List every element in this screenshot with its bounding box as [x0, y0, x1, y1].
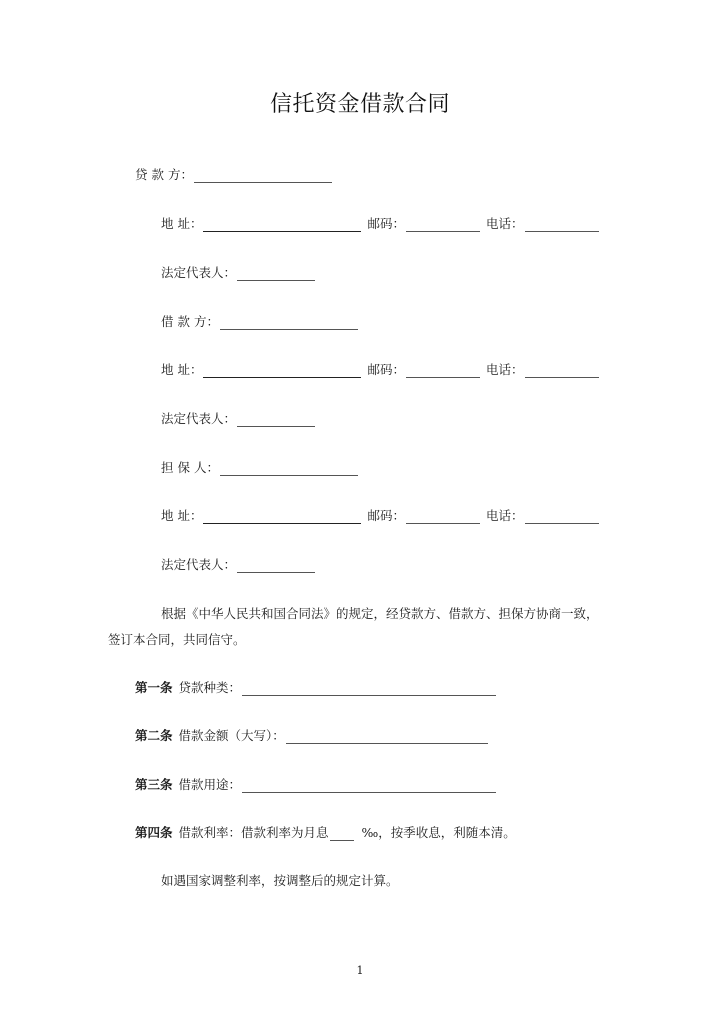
lender-name-field[interactable]	[194, 170, 332, 183]
lender-address-row	[161, 216, 599, 232]
lender-zip-label: 邮码：	[367, 216, 405, 231]
guarantor-zip-label: 邮码：	[367, 508, 405, 523]
lender-rep-field[interactable]	[237, 268, 315, 281]
guarantor-label: 担 保 人：	[161, 460, 219, 475]
article-3-text: 借款用途：	[178, 777, 242, 792]
article-3	[135, 777, 496, 793]
lender-address-field[interactable]	[203, 219, 361, 232]
guarantor-zip-field[interactable]	[406, 511, 480, 524]
article-4-number: 第四条	[135, 825, 173, 840]
article-2-text: 借款金额（大写）：	[178, 728, 285, 743]
borrower-phone-label: 电话：	[486, 362, 524, 377]
borrower-zip-label: 邮码：	[367, 362, 405, 377]
borrower-row	[161, 314, 358, 330]
article-3-number: 第三条	[135, 777, 173, 792]
guarantor-address-field[interactable]	[203, 511, 361, 524]
borrower-address-label: 地 址：	[161, 362, 203, 377]
page-number: 1	[356, 964, 364, 977]
guarantor-row	[161, 460, 358, 476]
lender-zip-field[interactable]	[406, 219, 480, 232]
borrower-rep-label: 法定代表人：	[161, 411, 237, 426]
lender-phone-label: 电话：	[486, 216, 524, 231]
borrower-rep-row	[161, 411, 315, 427]
lender-label: 贷 款 方：	[135, 167, 193, 182]
preamble-line-2: 签订本合同，共同信守。	[108, 632, 246, 647]
guarantor-rep-field[interactable]	[237, 560, 315, 573]
borrower-address-row	[161, 362, 599, 378]
lender-phone-field[interactable]	[525, 219, 599, 232]
lender-rep-label: 法定代表人：	[161, 265, 237, 280]
article-4-rate-field[interactable]	[330, 828, 354, 841]
borrower-name-field[interactable]	[220, 317, 358, 330]
guarantor-address-label: 地 址：	[161, 508, 203, 523]
lender-rep-row	[161, 265, 315, 281]
article-2	[135, 728, 488, 744]
guarantor-phone-field[interactable]	[525, 511, 599, 524]
article-1-text: 贷款种类：	[178, 680, 242, 695]
lender-address-label: 地 址：	[161, 216, 203, 231]
guarantor-phone-label: 电话：	[486, 508, 524, 523]
guarantor-address-row	[161, 508, 599, 524]
borrower-label: 借 款 方：	[161, 314, 219, 329]
borrower-address-field[interactable]	[203, 365, 361, 378]
guarantor-rep-row	[161, 557, 315, 573]
article-1-field[interactable]	[242, 683, 496, 696]
article-1	[135, 680, 496, 696]
guarantor-rep-label: 法定代表人：	[161, 557, 237, 572]
article-2-field[interactable]	[286, 731, 488, 744]
article-4-text: 借款利率：借款利率为月息	[178, 825, 329, 840]
article-3-field[interactable]	[242, 780, 496, 793]
article-4-suffix: ‰，按季收息，利随本清。	[361, 825, 516, 840]
article-2-number: 第二条	[135, 728, 173, 743]
borrower-zip-field[interactable]	[406, 365, 480, 378]
rate-adjustment-note: 如遇国家调整利率，按调整后的规定计算。	[161, 873, 399, 888]
document-title: 信托资金借款合同	[269, 92, 450, 117]
article-4	[135, 825, 516, 841]
article-1-number: 第一条	[135, 680, 173, 695]
borrower-phone-field[interactable]	[525, 365, 599, 378]
borrower-rep-field[interactable]	[237, 414, 315, 427]
lender-row	[135, 167, 332, 183]
guarantor-name-field[interactable]	[220, 463, 358, 476]
preamble-line-1: 根据《中华人民共和国合同法》的规定，经贷款方、借款方、担保方协商一致，	[161, 606, 599, 621]
